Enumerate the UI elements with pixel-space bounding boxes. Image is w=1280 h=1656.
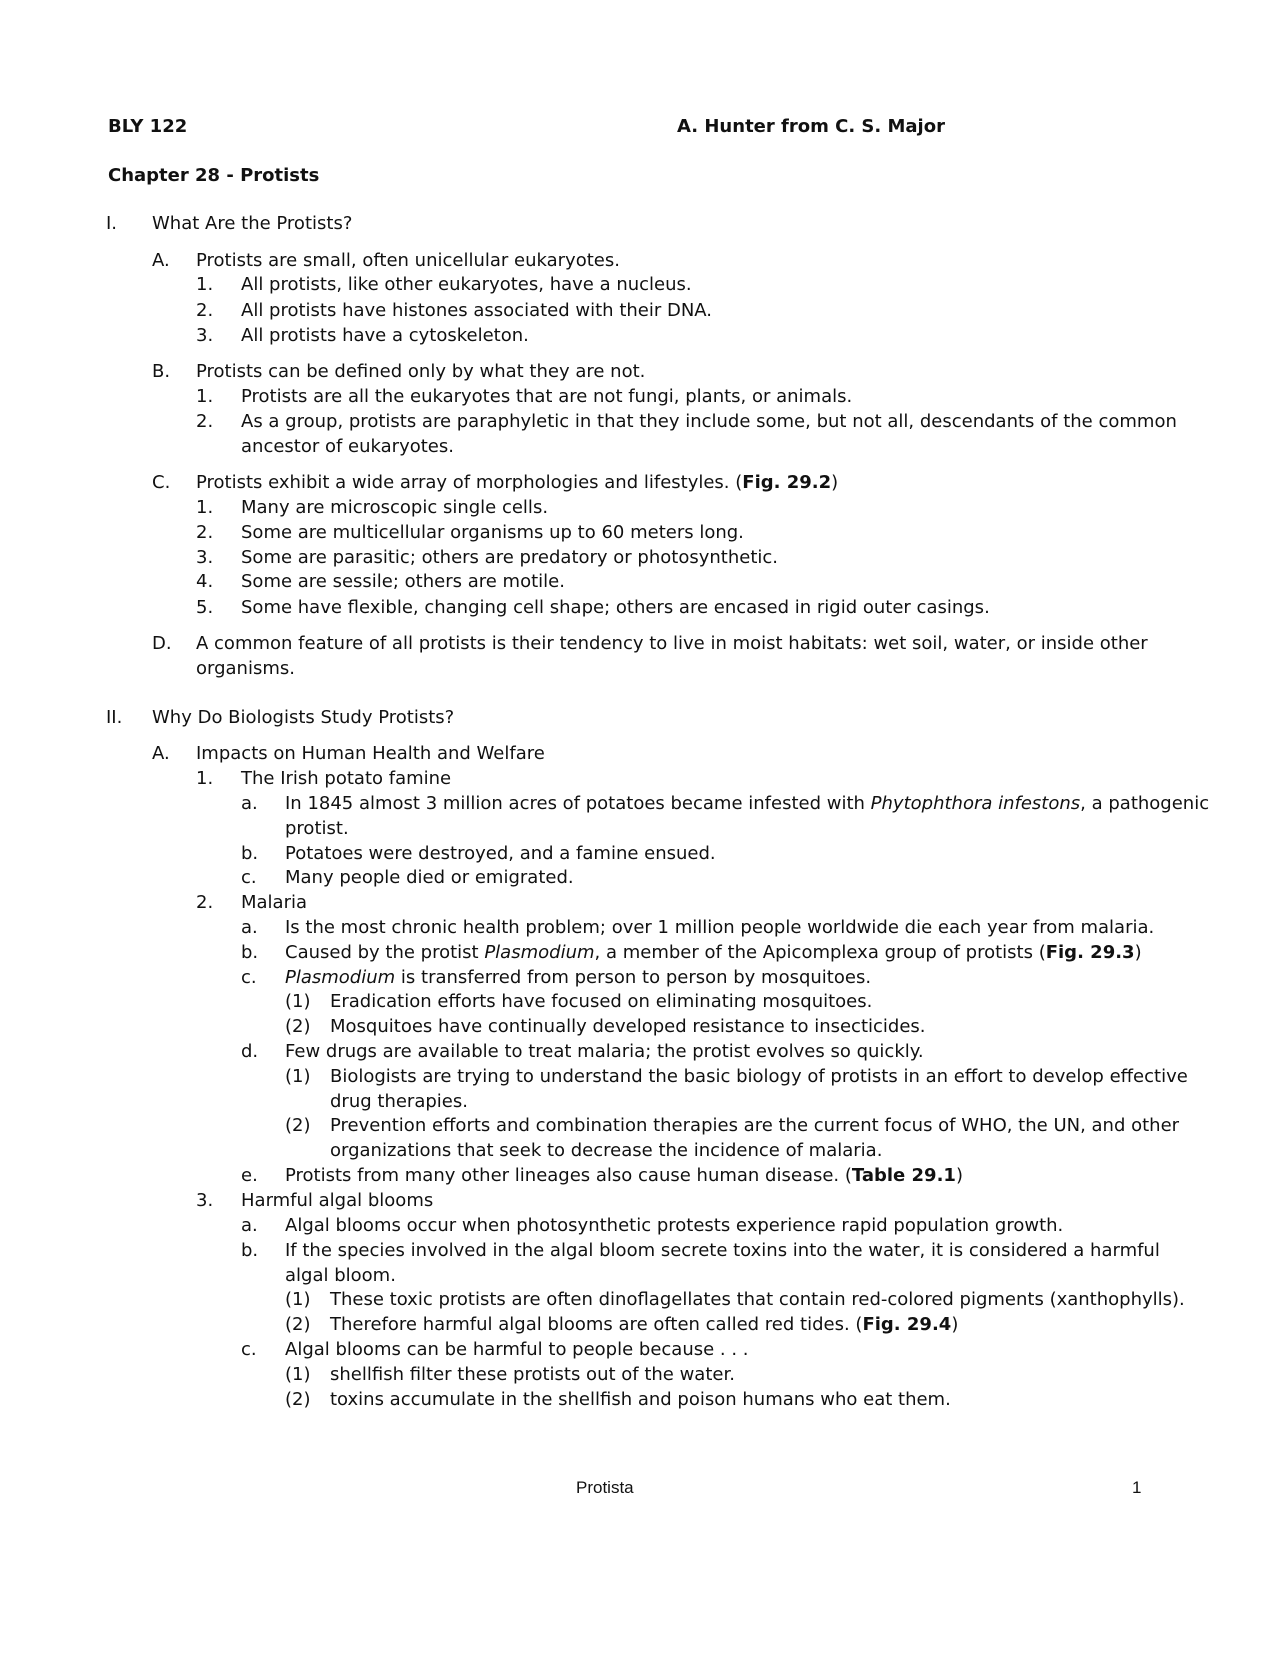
outline-subnumber: (1) [285, 1364, 311, 1385]
outline-text: In 1845 almost 3 million acres of potatoes became infested with Phytophthora infestons, a pathogenic [285, 793, 1210, 814]
outline-text: All protists have a cytoskeleton. [241, 325, 529, 346]
outline-text: ancestor of eukaryotes. [241, 436, 454, 457]
outline-text: These toxic protists are often dinoflagellates that contain red-colored pigments (xanthophylls). [330, 1289, 1185, 1310]
outline-number: 1. [196, 497, 214, 518]
outline-letter: d. [241, 1041, 259, 1062]
outline-label: B. [152, 361, 171, 382]
outline-subnumber: (2) [285, 1016, 311, 1037]
outline-number: 4. [196, 571, 214, 592]
section-number: II. [106, 707, 123, 728]
course-code: BLY 122 [108, 116, 188, 137]
outline-text: Few drugs are available to treat malaria; the protist evolves so quickly. [285, 1041, 924, 1062]
table-reference: Table 29.1 [851, 1165, 956, 1186]
outline-letter: e. [241, 1165, 258, 1186]
outline-subnumber: (1) [285, 1289, 311, 1310]
outline-letter: b. [241, 843, 259, 864]
outline-text: Protists exhibit a wide array of morphologies and lifestyles. (Fig. 29.2) [196, 472, 839, 493]
outline-text: Biologists are trying to understand the basic biology of protists in an effort to develop effective [330, 1066, 1188, 1087]
outline-letter: c. [241, 867, 257, 888]
figure-reference: Fig. 29.4 [862, 1314, 952, 1335]
outline-label: A. [152, 743, 170, 764]
outline-text: Protists are all the eukaryotes that are not fungi, plants, or animals. [241, 386, 853, 407]
outline-text: Therefore harmful algal blooms are often called red tides. (Fig. 29.4) [330, 1314, 959, 1335]
outline-text: Some are parasitic; others are predatory or photosynthetic. [241, 547, 779, 568]
outline-number: 1. [196, 274, 214, 295]
outline-label: A. [152, 250, 170, 271]
outline-subnumber: (1) [285, 1066, 311, 1087]
outline-number: 1. [196, 386, 214, 407]
outline-text: All protists, like other eukaryotes, have a nucleus. [241, 274, 692, 295]
outline-text: Prevention efforts and combination therapies are the current focus of WHO, the UN, and other [330, 1115, 1180, 1136]
outline-number: 2. [196, 411, 214, 432]
outline-text: Mosquitoes have continually developed resistance to insecticides. [330, 1016, 926, 1037]
outline-subnumber: (2) [285, 1389, 311, 1410]
figure-reference: Fig. 29.3 [1045, 942, 1135, 963]
outline-text: All protists have histones associated with their DNA. [241, 300, 713, 321]
outline-text: Protists can be defined only by what they are not. [196, 361, 646, 382]
outline-text: The Irish potato famine [241, 768, 452, 789]
outline-text: organisms. [196, 658, 295, 679]
outline-text: Plasmodium is transferred from person to person by mosquitoes. [285, 967, 872, 988]
outline-text: Malaria [241, 892, 308, 913]
outline-text: Many people died or emigrated. [285, 867, 574, 888]
outline-text: Some have flexible, changing cell shape; others are encased in rigid outer casings. [241, 597, 990, 618]
footer-title: Protista [576, 1478, 634, 1497]
outline-text: As a group, protists are paraphyletic in that they include some, but not all, descendants of the common [241, 411, 1177, 432]
outline-text: Potatoes were destroyed, and a famine ensued. [285, 843, 716, 864]
outline-text: Many are microscopic single cells. [241, 497, 549, 518]
outline-number: 3. [196, 325, 214, 346]
section-number: I. [106, 213, 118, 234]
outline-letter: a. [241, 793, 258, 814]
outline-text: toxins accumulate in the shellfish and poison humans who eat them. [330, 1389, 951, 1410]
outline-text: shellfish filter these protists out of the water. [330, 1364, 735, 1385]
outline-text: Is the most chronic health problem; over 1 million people worldwide die each year from malaria. [285, 917, 1155, 938]
outline-subnumber: (2) [285, 1115, 311, 1136]
outline-letter: a. [241, 917, 258, 938]
figure-reference: Fig. 29.2 [742, 472, 832, 493]
outline-text: Harmful algal blooms [241, 1190, 434, 1211]
outline-text: protist. [285, 818, 349, 839]
outline-text: Impacts on Human Health and Welfare [196, 743, 545, 764]
outline-text: If the species involved in the algal bloom secrete toxins into the water, it is considered a harmful [285, 1240, 1160, 1261]
outline-text: Protists are small, often unicellular eukaryotes. [196, 250, 620, 271]
outline-number: 3. [196, 547, 214, 568]
outline-text: A common feature of all protists is their tendency to live in moist habitats: wet soil, water, or inside other [196, 633, 1148, 654]
outline-text: Protists from many other lineages also cause human disease. (Table 29.1) [285, 1165, 963, 1186]
outline-label: C. [152, 472, 171, 493]
outline-letter: c. [241, 1339, 257, 1360]
outline-letter: a. [241, 1215, 258, 1236]
section-title: Why Do Biologists Study Protists? [152, 707, 455, 728]
outline-text: Some are multicellular organisms up to 60 meters long. [241, 522, 744, 543]
outline-number: 2. [196, 522, 214, 543]
author-line: A. Hunter from C. S. Major [677, 116, 945, 137]
outline-text: Some are sessile; others are motile. [241, 571, 565, 592]
species-name: Plasmodium [285, 967, 396, 988]
outline-number: 2. [196, 892, 214, 913]
outline-number: 5. [196, 597, 214, 618]
outline-text: algal bloom. [285, 1265, 396, 1286]
outline-number: 1. [196, 768, 214, 789]
outline-subnumber: (2) [285, 1314, 311, 1335]
outline-text: drug therapies. [330, 1091, 468, 1112]
outline-number: 2. [196, 300, 214, 321]
page-number: 1 [1132, 1478, 1142, 1497]
outline-label: D. [152, 633, 172, 654]
section-title: What Are the Protists? [152, 213, 353, 234]
outline-text: organizations that seek to decrease the incidence of malaria. [330, 1140, 883, 1161]
outline-text: Caused by the protist Plasmodium, a member of the Apicomplexa group of protists (Fig. 29.3) [285, 942, 1142, 963]
outline-text: Algal blooms occur when photosynthetic protests experience rapid population growth. [285, 1215, 1064, 1236]
outline-letter: c. [241, 967, 257, 988]
chapter-title: Chapter 28 - Protists [108, 165, 320, 186]
species-name: Plasmodium [484, 942, 595, 963]
outline-text: Algal blooms can be harmful to people because . . . [285, 1339, 749, 1360]
species-name: Phytophthora infestons [870, 793, 1081, 814]
outline-letter: b. [241, 942, 259, 963]
outline-letter: b. [241, 1240, 259, 1261]
outline-number: 3. [196, 1190, 214, 1211]
outline-subnumber: (1) [285, 991, 311, 1012]
outline-text: Eradication efforts have focused on eliminating mosquitoes. [330, 991, 873, 1012]
